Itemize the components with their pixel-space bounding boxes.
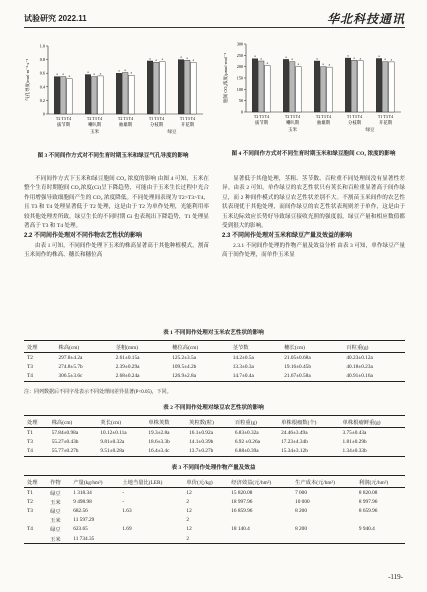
bar [382, 62, 388, 112]
treatment-label: T2 T3 T4 [253, 114, 270, 119]
bar-significance-label: a [118, 68, 120, 73]
table-cell [119, 516, 183, 525]
y-tick-label: 0.4 [39, 84, 45, 90]
crop-label-mungbean: 绿豆 [167, 129, 177, 134]
bar [91, 77, 97, 114]
table-cell: 1.63 [122, 507, 132, 514]
table-cell: 297.8±4.2a [58, 354, 83, 361]
bar [67, 79, 73, 114]
table-cell: 8 820.08 [358, 489, 378, 496]
table-cell: 2 [186, 517, 190, 524]
growth-stage-label: 分枝期 [348, 120, 361, 125]
table-cell: - [122, 489, 125, 496]
table-cell: 7 000 [295, 489, 307, 496]
bar-significance-label: a [62, 72, 64, 77]
table-cell: 8 659.96 [358, 507, 378, 514]
treatment-label: T2 T3 T4 [284, 114, 301, 119]
table-cell: 682.56 [73, 507, 88, 514]
table-cell: 274.8±5.7b [58, 363, 83, 370]
table-row [24, 371, 405, 381]
bar-significance-label: a [56, 72, 58, 77]
y-tick-label: 300 [236, 41, 243, 47]
bar [258, 61, 264, 112]
table-cell [292, 516, 356, 525]
table-cell: 玉米 [50, 536, 61, 543]
bar [178, 60, 184, 114]
table-cell: 14.1±0.39b [189, 438, 214, 445]
page-number: -119- [388, 573, 403, 581]
bar [252, 59, 258, 112]
table-2-caption: 表 2 不同间作处理对绿豆农艺性状的影响 [163, 405, 264, 411]
column-header: 利润(元/hm²) [356, 476, 405, 488]
table-cell: 2.39±0.29a [115, 363, 140, 370]
table-cell [356, 516, 405, 525]
column-header: 百粒重(g) [232, 416, 278, 428]
table-cell [292, 534, 356, 544]
paragraph-ci: 不同间作方式下玉米和绿豆胞间 CO₂ 浓度的影响 由图 4 可知，玉米在整个生育时期胞间 CO₂浓度(Ci)呈下降趋势，可能由于玉米生长过程中光合作用增强导致细胞间产生的 CO₂ 浓度降低。不同处理间表现为 T2>T3>T4，且 T3 和 T4 处理显著低于 T2 处理，这是由于 T2 为单作处理，光能利用率较其他处理差所致。绿豆生长的不同时期 Gi 也表现出下降趋势，T1 处理显著高于 T3 和 T4 处理。 [24, 176, 209, 230]
table-cell: - [122, 498, 125, 505]
paragraph-2-3-1: 2.3.1 不同间作处理的作物产量及效益分析 由表 3 可知，单作绿豆产量高于间作处理，而单作玉米显 [222, 242, 405, 259]
table-header-row [24, 416, 405, 428]
treatment-label: T2 T3 T4 [315, 114, 332, 119]
bar [351, 60, 357, 112]
bar-significance-label: a [384, 57, 386, 62]
table-cell: 24.46±3.49a [281, 429, 308, 436]
column-header: 单株根瘤鲜重(g) [340, 416, 405, 428]
bar-significance-label: a [149, 56, 151, 61]
table-cell: 55.77±0.27b [51, 447, 79, 454]
table-cell: 2 [186, 498, 190, 505]
table-cell: 9 940.4 [358, 526, 375, 533]
bar-significance-label: a [322, 62, 324, 67]
bar-significance-label: a [155, 57, 157, 62]
table-cell: 55.27±0.43b [51, 438, 79, 445]
bar-significance-label: a [99, 71, 102, 76]
table-cell: T3 [27, 363, 33, 370]
table-cell: 2.61±0.15a [115, 354, 140, 361]
y-tick-label: 0.6 [39, 70, 45, 76]
bar [191, 62, 197, 114]
figure-3-caption: 图 3 不同间作方式对不同生育时期玉米和绿豆气孔导度的影响 [37, 153, 189, 159]
table-cell: T4 [27, 372, 33, 379]
treatment-label: T2 T3 T4 [86, 116, 103, 121]
bar [345, 58, 351, 112]
table-cell: 9.51±0.28a [100, 447, 125, 454]
table-cell: 16.1±0.92a [189, 429, 213, 436]
crop-label-mungbean: 绿豆 [365, 127, 375, 132]
table-cell: 40.91±0.16a [346, 372, 373, 379]
paragraph-2-2: 由表 1 可知，不同间作处理下玉米的株高显著高于其他种植模式，割苗玉米间作的株高、穗长和穗位高 [24, 242, 209, 259]
table-row [24, 516, 405, 525]
table-row [24, 353, 405, 363]
table-row [24, 488, 405, 498]
table-1-note: 注：同列数据后不同字母表示不同处理间差异显著(P<0.05)，下同。 [24, 390, 172, 395]
table-cell: 1.69 [122, 526, 132, 533]
table-cell: T3 [27, 438, 33, 445]
table-cell: 623.65 [73, 526, 88, 533]
table-cell: 玉米 [50, 518, 61, 525]
table-cell: 11 597.29 [73, 517, 95, 524]
table-cell: 306.5±3.6c [58, 372, 83, 379]
table-row [24, 525, 405, 534]
table-cell: T4 [27, 447, 33, 454]
right-column [222, 175, 405, 261]
column-header: 茎粗(mm) [113, 341, 170, 353]
table-cell [119, 534, 183, 544]
table-cell: 18 997.96 [231, 498, 253, 505]
column-header: 单株荚数 [145, 416, 186, 428]
table-header-row [24, 341, 405, 353]
journal-issue: 试验研究 2022.11 [24, 14, 87, 23]
table-cell: 21.05±0.68a [284, 354, 311, 361]
table-header-row [24, 476, 405, 488]
bar-significance-label: a [285, 54, 287, 59]
y-axis-label: 胞间 CO₂浓度/μmol·mol⁻¹ [223, 53, 228, 103]
column-header: 作物 [47, 476, 70, 488]
bar-significance-label: a [130, 70, 133, 75]
growth-stage-label: 开花期 [379, 120, 392, 125]
table-row [24, 428, 405, 438]
table-cell: 14.2±0.5a [232, 354, 254, 361]
y-tick-label: 0 [42, 111, 45, 117]
table-cell [356, 534, 405, 544]
bar [376, 59, 382, 112]
bar [389, 62, 395, 112]
treatment-label: T1 T3 T4 [377, 114, 394, 119]
table-cell: 19.16±0.45b [284, 363, 311, 370]
figure-3-chart [24, 38, 209, 148]
table-cell: 6.83±0.32a [234, 429, 259, 436]
bar-significance-label: a [124, 68, 126, 73]
crop-label-maize: 玉米 [90, 129, 99, 134]
table-cell: 126.9±2.8a [172, 372, 197, 379]
table-3 [24, 475, 405, 544]
column-header: 穗长(cm) [281, 341, 343, 353]
bar-significance-label: a [186, 55, 188, 60]
table-row [24, 534, 405, 544]
table-cell [24, 534, 47, 544]
table-cell: 57.84±0.98a [51, 429, 79, 436]
table-cell: 1 318.34 [73, 489, 92, 496]
bar [184, 60, 190, 114]
bar-significance-label: a [180, 55, 182, 60]
table-cell: 8 200 [295, 507, 307, 514]
y-tick-label: 150 [236, 75, 243, 81]
column-header: 处理 [24, 476, 47, 488]
bar [358, 61, 364, 112]
treatment-label: T2 T3 T4 [55, 116, 72, 121]
table-cell: 18 140.4 [231, 526, 250, 533]
table-cell: 109.5±4.2b [172, 363, 197, 370]
bar-significance-label: a [359, 56, 362, 61]
column-header: 株高(cm) [56, 341, 113, 353]
growth-stage-label: 开花期 [181, 122, 194, 127]
header-rule [24, 27, 405, 28]
table-cell: 2 [186, 535, 190, 542]
bar-significance-label: a [316, 56, 318, 61]
table-cell: T2 [27, 498, 33, 505]
column-header: 单株根瘤数(个) [278, 416, 339, 428]
table-3-caption: 表 3 不同间作处理作物产量及效益 [171, 465, 256, 471]
table-cell: 9 498.98 [73, 498, 92, 505]
table-cell: 16.4±3.4c [148, 447, 170, 454]
table-cell: 绿豆 [50, 527, 61, 534]
bar-significance-label: a [93, 72, 95, 77]
table-cell: 12 [186, 489, 192, 496]
y-tick-label: 100 [236, 86, 243, 92]
y-axis-label: 气孔导度/mol·m⁻²·s⁻¹ [25, 59, 30, 101]
bar [54, 77, 60, 114]
treatment-label: T1 T3 T4 [346, 114, 363, 119]
table-cell: 11 734.35 [73, 535, 95, 542]
bar-significance-label: a [390, 57, 393, 62]
y-tick-label: 200 [236, 64, 243, 70]
brand-logo-text: 华北科技通讯 [326, 12, 405, 26]
y-tick-label: 250 [236, 52, 243, 58]
bar [85, 75, 91, 114]
table-cell [228, 516, 292, 525]
treatment-label: T1 T3 T4 [179, 116, 196, 121]
table-cell: T1 [27, 489, 33, 496]
table-cell: 10 000 [295, 498, 310, 505]
column-header: 茎节数 [230, 341, 282, 353]
table-row [24, 506, 405, 515]
table-cell: 15 820.08 [231, 489, 253, 496]
table-cell: 1.81±0.29b [342, 438, 367, 445]
growth-stage-label: 分枝期 [150, 122, 163, 127]
bar [296, 67, 302, 112]
table-cell: 17.23±4.34b [281, 438, 308, 445]
table-cell: 18.6±3.3b [148, 438, 170, 445]
bar-significance-label: a [260, 56, 262, 61]
table-cell: 绿豆 [50, 490, 61, 497]
bar [327, 67, 333, 112]
column-header: 荚长(cm) [97, 416, 145, 428]
table-cell: 13.3±0.3a [232, 363, 254, 370]
bar-significance-label: a [328, 62, 331, 67]
column-header: 株高(cm) [49, 416, 98, 428]
bar-significance-label: a [347, 53, 349, 58]
table-cell: 14.7±0.4a [232, 372, 254, 379]
column-header: 处理 [24, 341, 56, 353]
bar [265, 66, 271, 112]
table-row [24, 497, 405, 506]
figure-4-chart [222, 36, 407, 144]
bar-significance-label: a [353, 55, 355, 60]
table-cell: 8 200 [295, 526, 307, 533]
column-header: 单价(元/kg) [183, 476, 228, 488]
bar [129, 75, 135, 114]
bar [160, 62, 166, 114]
column-header: 经济效益(元/hm²) [228, 476, 292, 488]
table-cell: 19.3±2.8a [148, 429, 170, 436]
column-header: 荚粒数(粒) [186, 416, 232, 428]
table-1-caption: 表 1 不同间作处理对玉米农艺性状的影响 [163, 330, 264, 336]
table-cell: 125.2±3.5a [172, 354, 197, 361]
left-column [24, 175, 209, 261]
growth-stage-label: 抽雄期 [317, 120, 330, 125]
y-tick-label: 0 [240, 109, 243, 115]
bar [116, 73, 122, 114]
growth-stage-label: 喇叭期 [88, 122, 101, 127]
bar-significance-label: a [68, 74, 71, 79]
table-cell: T3 [27, 507, 33, 514]
table-2 [24, 415, 405, 457]
table-cell: 13.7±0.27b [189, 447, 214, 454]
bar [122, 73, 128, 114]
page-header [24, 8, 405, 34]
growth-stage-label: 拔节期 [255, 120, 268, 125]
bar-significance-label: a [87, 70, 89, 75]
table-cell: 绿豆 [50, 508, 61, 515]
table-cell: 12 [186, 507, 192, 514]
column-header: 生产成本(元/hm²) [292, 476, 356, 488]
bar [320, 67, 326, 112]
table-cell: 6.88±0.39a [234, 447, 259, 454]
column-header: 产量(kg/hm²) [70, 476, 119, 488]
section-heading-2-2: 2.2 不同间作处理对不同作物农艺性状的影响 [24, 233, 143, 240]
table-1 [24, 340, 405, 382]
table-cell: 16 859.96 [231, 507, 253, 514]
growth-stage-label: 抽雄期 [119, 122, 132, 127]
table-cell: 21.67±0.58a [284, 372, 311, 379]
bar-significance-label: a [297, 62, 300, 67]
bar-significance-label: a [254, 54, 256, 59]
bar [153, 62, 159, 114]
table-cell: 6.92 ±0.26a [234, 438, 260, 445]
y-tick-label: 0.8 [39, 57, 45, 63]
table-cell: 3.75±0.43a [342, 429, 367, 436]
section-heading-2-3: 2.3 不同间作处理对玉米和绿豆产量及效益的影响 [222, 233, 353, 240]
table-row [24, 446, 405, 456]
table-cell [24, 516, 47, 525]
table-row [24, 437, 405, 446]
growth-stage-label: 喇叭期 [286, 120, 299, 125]
table-cell: T4 [27, 526, 33, 533]
crop-label-maize: 玉米 [288, 127, 297, 132]
bar-significance-label: a [291, 57, 293, 62]
table-row [24, 362, 405, 371]
table-cell: 15.34±3.12b [281, 447, 308, 454]
table-cell: 1.34±0.33b [342, 447, 367, 454]
column-header: 百粒重(g) [343, 341, 405, 353]
bar [289, 62, 295, 112]
bar [98, 76, 104, 114]
bar [60, 77, 66, 114]
paragraph-traits: 显著低于其他处理，茎粗、茎节数、百粒重不同处理间没有显著性差异。由表 2 可知，单作绿豆的农艺性状只有荚长和百粒重显著高于间作绿豆，而 2 种间作模式的绿豆农艺性状差别不大。不割苗玉米间作的农艺性状表现优于其他处理，而间作绿豆的农艺性状表现则差于单作，这是由于玉米边际效应长势好导致绿豆接收光照的强度弱，绿豆产量和相应数值都受到很大的影响。 [222, 176, 405, 230]
column-header: 处理 [24, 416, 49, 428]
table-cell: T2 [27, 354, 33, 361]
table-cell: 40.23±0.12a [346, 354, 373, 361]
bar-significance-label: a [378, 54, 380, 59]
table-cell: T1 [27, 429, 33, 436]
treatment-label: T2 T3 T4 [117, 116, 134, 121]
table-cell: 玉米 [50, 499, 61, 506]
table-cell: 9.81±0.32a [100, 438, 125, 445]
column-header: 土地当量比(LER) [119, 476, 183, 488]
y-tick-label: 0.2 [39, 97, 45, 103]
growth-stage-label: 拔节期 [57, 122, 70, 127]
bar-significance-label: a [161, 57, 164, 62]
table-cell: 40.18±0.23a [346, 363, 373, 370]
table-cell: 10.12±0.11a [100, 429, 127, 436]
figure-4-caption: 图 4 不同间作方式对不同生育时期玉米和绿豆胞间 CO₂ 浓度的影响 [231, 151, 396, 157]
y-tick-label: 1.0 [39, 43, 45, 49]
y-tick-label: 50 [238, 98, 243, 104]
table-cell: 12 [186, 526, 192, 533]
table-cell: 2.68±0.24a [115, 372, 140, 379]
table-cell: 8 997.96 [358, 498, 378, 505]
bar-significance-label: a [266, 61, 269, 66]
table-cell [228, 534, 292, 544]
bar [314, 61, 320, 112]
bar-significance-label: a [192, 57, 195, 62]
column-header: 穗位高(cm) [169, 341, 230, 353]
bar [283, 59, 289, 112]
bar [147, 61, 153, 114]
treatment-label: T1 T3 T4 [148, 116, 165, 121]
